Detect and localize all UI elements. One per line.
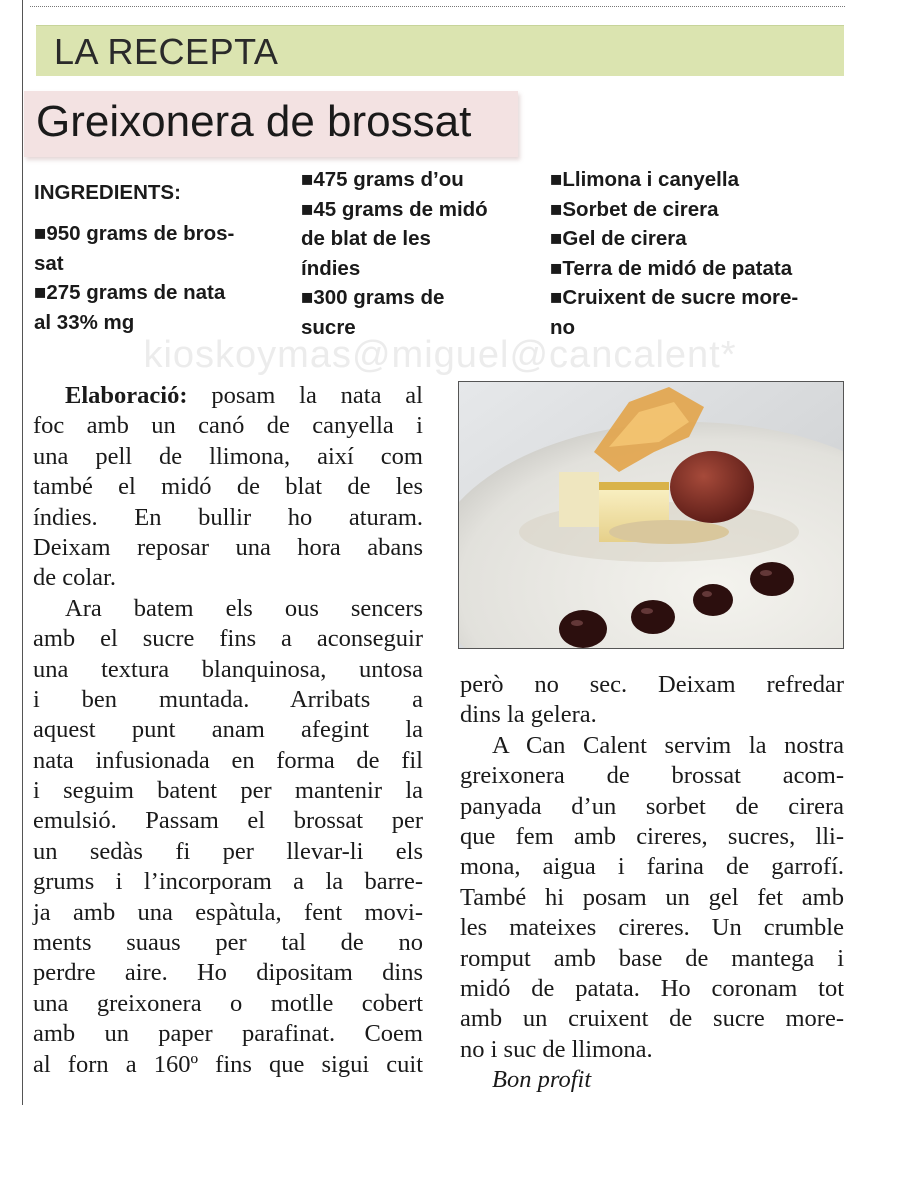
- ingredient-line: ■300 grams de: [301, 286, 445, 309]
- text-line: greixonera de brossat acom-: [460, 762, 844, 790]
- text-line: però no sec. Deixam refredar: [460, 671, 844, 698]
- dessert-photo: [458, 381, 844, 649]
- text-line: aquest punt anam afegint la: [33, 716, 423, 744]
- text-line: de colar.: [33, 564, 116, 592]
- text-line: les mateixes cireres. Un crumble: [460, 914, 844, 942]
- text-line: emulsió. Passam el brossat per: [33, 807, 423, 835]
- text-line: també el midó de blat de les: [33, 473, 423, 501]
- text-line: També hi posam un gel fet amb: [460, 883, 844, 911]
- text-line: no i suc de llimona.: [460, 1035, 653, 1063]
- body-column-left: [33, 381, 423, 1080]
- ingredient-line: ■45 grams de midó: [301, 197, 488, 221]
- text-line: ja amb una espàtula, fent movi-: [33, 898, 423, 926]
- text-line: una pell de llimona, així com: [33, 442, 423, 470]
- elaboracio-label: Elaboració:: [65, 382, 188, 409]
- text-line: i ben muntada. Arribats a: [33, 685, 423, 713]
- text-line: una textura blanquinosa, untosa: [33, 655, 423, 683]
- ingredient-line: ■475 grams d’ou: [301, 168, 464, 191]
- dessert-photo-icon: [459, 382, 844, 649]
- watermark: kioskoymas@miguel@cancalent*: [143, 334, 737, 376]
- ingredient-line: ■Gel de cirera: [550, 227, 687, 250]
- ingredient-line: sat: [34, 251, 64, 275]
- signoff: Bon profit: [492, 1066, 592, 1094]
- ingredient-line: ■Terra de midó de patata: [550, 256, 793, 280]
- recipe-title-box: [24, 91, 518, 157]
- text-line: dins la gelera.: [460, 701, 597, 729]
- text-line: grums i l’incorporam a la barre-: [33, 868, 423, 896]
- text-line: i seguim batent per mantenir la: [33, 777, 423, 805]
- ingredient-line: de blat de les: [301, 227, 431, 250]
- ingredients-column-1: [34, 219, 234, 337]
- text-line: nata infusionada en forma de fil: [33, 746, 423, 774]
- body-column-right: [460, 670, 844, 1095]
- text-line: amb un cruixent de sucre more-: [460, 1005, 844, 1033]
- ingredient-line: ■950 grams de bros-: [34, 222, 235, 245]
- ingredient-line: no: [550, 315, 576, 339]
- text-line: Ara batem els ous sencers: [65, 594, 423, 622]
- text-line: ments suaus per tal de no: [33, 929, 423, 957]
- text-line: [33, 381, 423, 411]
- ingredients-column-2: [301, 165, 488, 342]
- ingredient-line: al 33% mg: [34, 310, 135, 334]
- text-line: panyada d’un sorbet de cirera: [460, 792, 844, 820]
- text-line: mona, aigua i farina de garrofí.: [460, 853, 844, 881]
- text-line: midó de patata. Ho coronam tot: [460, 974, 844, 1002]
- text-fragment: posam la nata al: [187, 382, 423, 409]
- top-page-strip: [30, 0, 845, 7]
- section-banner: [36, 25, 844, 76]
- text-line: una greixonera o motlle cobert: [33, 989, 423, 1017]
- text-line: perdre aire. Ho dipositam dins: [33, 959, 423, 987]
- text-line: foc amb un canó de canyella i: [33, 412, 423, 440]
- text-line: índies. En bullir ho aturam.: [33, 503, 423, 531]
- ingredient-line: sucre: [301, 315, 356, 339]
- ingredient-line: ■Sorbet de cirera: [550, 197, 719, 221]
- ingredient-line: ■Llimona i canyella: [550, 168, 739, 191]
- column-rule: [22, 0, 23, 1105]
- text-line: amb el sucre fins a aconseguir: [33, 625, 423, 653]
- text-line: al forn a 160º fins que sigui cuit: [33, 1050, 423, 1078]
- text-line: romput amb base de mantega i: [460, 944, 844, 972]
- ingredients-header: INGREDIENTS:: [34, 181, 181, 204]
- section-label: LA RECEPTA: [54, 31, 279, 72]
- recipe-title: Greixonera de brossat: [36, 97, 472, 146]
- ingredients-column-3: [550, 165, 798, 342]
- text-line: Deixam reposar una hora abans: [33, 533, 423, 561]
- text-line: A Can Calent servim la nostra: [492, 731, 844, 759]
- text-line: amb un paper parafinat. Coem: [33, 1020, 423, 1048]
- ingredient-line: ■Cruixent de sucre more-: [550, 286, 799, 309]
- ingredient-line: índies: [301, 256, 361, 280]
- text-line: que fem amb cireres, sucres, lli-: [460, 822, 844, 850]
- ingredient-line: ■275 grams de nata: [34, 281, 226, 304]
- text-line: un sedàs fi per llevar-li els: [33, 837, 423, 865]
